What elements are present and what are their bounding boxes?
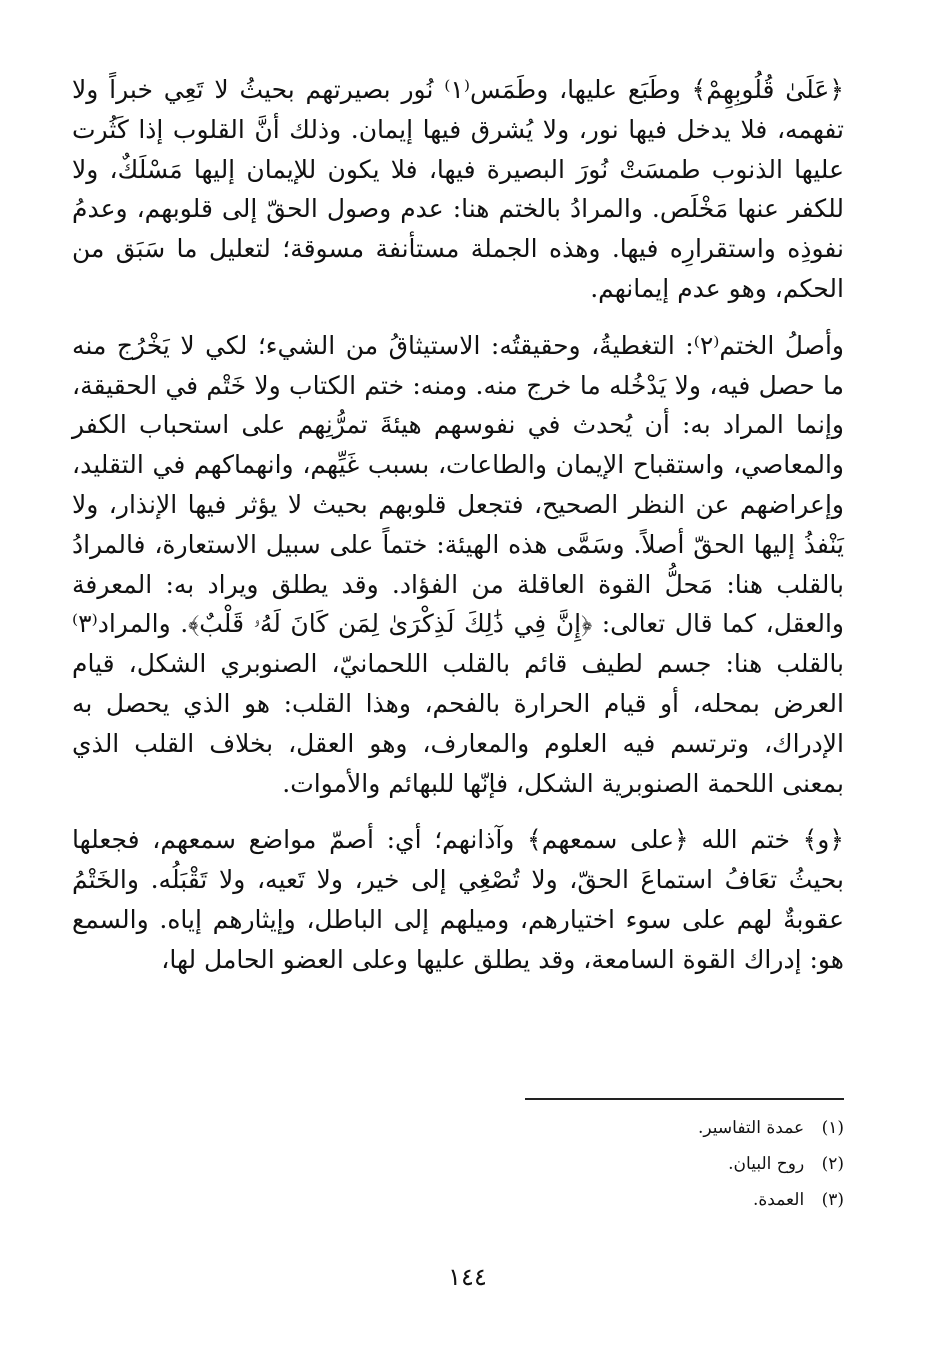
footnote-separator	[525, 1098, 844, 1100]
paragraph-3: ﴿و﴾ ختم الله ﴿على سمعهم﴾ وآذانهم؛ أي: أصمّ مواضع سمعهم، فجعلها بحيثُ تعَافُ استماعَ الحقّ، ولا تُصْغِي إلى خير، ولا تَعيه، ولا تَقْبَلُه. والخَتْمُ عقوبةٌ لهم على سوء اختيارهم، وميلهم إلى الباطل، وإيثارهم إياه. والسمع هو: إدراك القوة السامعة، وقد يطلق عليها وعلى العضو الحامل لها،	[72, 825, 844, 974]
footnote-number: (٢)	[821, 1154, 844, 1174]
footnote-text: عمدة التفاسير.	[697, 1118, 805, 1138]
footnote-3	[444, 1182, 844, 1218]
footnote-1	[444, 1110, 844, 1146]
footnote-text: روح البيان.	[728, 1154, 805, 1174]
page-number: ١٤٤	[448, 1263, 487, 1291]
footnotes-list	[444, 1110, 844, 1218]
footnote-2	[444, 1146, 844, 1182]
paragraph-1: ﴿عَلَىٰ قُلُوبِهِمْ﴾ وطَبَع عليها، وطَمَس⁽١⁾ نُور بصيرتهم بحيثُ لا تَعِي خبراً ولا تفهمه، فلا يدخل فيها نور، ولا يُشرق فيها إيمان. وذلك أنَّ القلوب إذا كَثُرت عليها الذنوب طمسَتْ نُورَ البصيرة فيها، فلا يكون للإيمان إليها مَسْلَكٌ، ولا للكفر عنها مَخْلَص. والمرادُ بالختم هنا: عدم وصول الحقّ إلى قلوبهم، وعدمُ نفوذِه واستقرارِه فيها. وهذه الجملة مستأنفة مسوقة؛ لتعليل ما سَبَق من الحكم، وهو عدم إيمانهم.	[72, 75, 845, 303]
page-body	[72, 70, 844, 980]
footnote-number: (١)	[821, 1118, 844, 1138]
footnote-number: (٣)	[821, 1190, 844, 1210]
paragraph-2: وأصلُ الختم⁽٢⁾: التغطيةُ، وحقيقتُه: الاستيثاقُ من الشيء؛ لكي لا يَخْرُج منه ما حصل فيه، ولا يَدْخُله ما خرج منه. ومنه: ختم الكتاب ولا خَتْم في الحقيقة، وإنما المراد به: أن يُحدث في نفوسهم هيئةَ تمرُّنِهم على استحباب الكفر والمعاصي، واستقباح الإيمان والطاعات، بسبب غَيِّهم، وانهماكهم في التقليد، وإعراضهم عن النظر الصحيح، فتجعل قلوبهم بحيث لا يؤثر فيها الإنذار، ولا يَنْفذُ إليها الحقّ أصلاً. وسَمَّى هذه الهيئة: ختماً على سبيل الاستعارة، فالمرادُ بالقلب هنا: مَحلُّ القوة العاقلة من الفؤاد. وقد يطلق ويراد به: المعرفة والعقل، كما قال تعالى: ﴿إِنَّ فِي ذَٰلِكَ لَذِكْرَىٰ لِمَن كَانَ لَهُۥ قَلْبٌ﴾. والمراد⁽٣⁾ بالقلب هنا: جسم لطيف قائم بالقلب اللحمانيّ، الصنوبري الشكل، قيام العرض بمحله، أو قيام الحرارة بالفحم، وهذا القلب: هو الذي يحصل به الإدراك، وترتسم فيه العلوم والمعارف، وهو العقل، بخلاف القلب الذي بمعنى اللحمة الصنوبرية الشكل، فإنّها للبهائم والأموات.	[72, 330, 844, 798]
footnote-text: العمدة.	[753, 1190, 805, 1210]
